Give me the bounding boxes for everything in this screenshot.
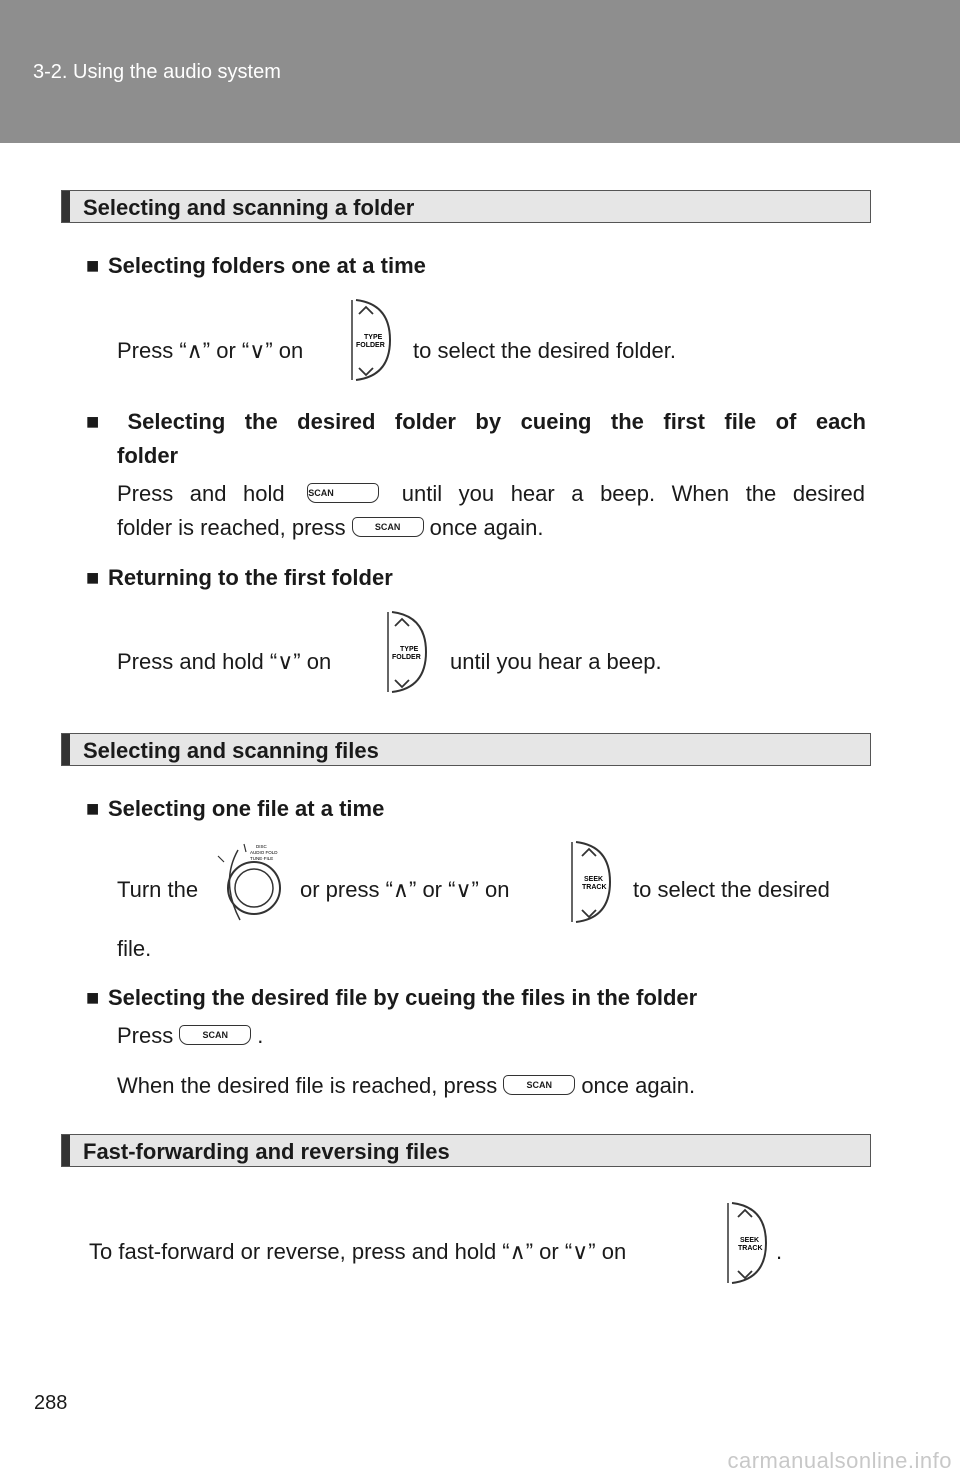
subheading-one-file — [86, 796, 384, 822]
tune-file-knob-icon — [216, 842, 288, 926]
instruction-text: . — [257, 1023, 264, 1048]
scan-button-icon: SCAN — [352, 517, 424, 537]
instruction-text: Press “∧” or “∨” on — [117, 338, 304, 363]
section-title: Selecting and scanning files — [83, 738, 379, 763]
rocker-label: FOLDER — [356, 342, 385, 349]
knob-label: AUDIO FOLD — [250, 850, 278, 855]
subheading-cueing-folder — [86, 409, 866, 435]
subheading-text: Selecting folders one at a time — [108, 253, 426, 278]
instruction-text: until you hear a beep. — [450, 649, 662, 674]
subheading-text: Returning to the first folder — [108, 565, 393, 590]
subheading-text: Selecting one file at a time — [108, 796, 385, 821]
section-bar — [62, 1135, 70, 1166]
breadcrumb: 3-2. Using the audio system — [33, 61, 281, 83]
instruction-line — [117, 1023, 263, 1049]
bullet-square-icon: ■ — [86, 796, 100, 821]
instruction-line — [117, 481, 865, 507]
instruction-text: or press “∧” or “∨” on — [300, 877, 510, 902]
section-title: Fast-forwarding and reversing files — [83, 1139, 450, 1164]
instruction-text: When the desired file is reached, press — [117, 1073, 498, 1098]
section-heading-files — [61, 733, 871, 766]
knob-label: DISC — [256, 844, 267, 849]
section-heading-folder — [61, 190, 871, 223]
instruction-text: file. — [117, 936, 152, 961]
instruction-text: until you hear a beep. When the desired — [401, 481, 865, 506]
instruction-text: to select the desired — [633, 877, 830, 902]
section-heading-ff — [61, 1134, 871, 1167]
subheading-folders-one-at-a-time — [86, 253, 426, 279]
section-bar — [62, 191, 70, 222]
subheading-line — [86, 409, 866, 435]
subheading-cueing-files — [86, 985, 697, 1011]
bullet-square-icon: ■ — [86, 985, 100, 1010]
instruction-text: once again. — [581, 1073, 696, 1098]
instruction-text: Turn the — [117, 877, 199, 902]
instruction-text: to select the desired folder. — [413, 338, 676, 363]
subheading-text: Selecting the desired folder by cueing the first file of each — [127, 409, 866, 434]
rocker-label: TRACK — [738, 1245, 763, 1252]
instruction-line — [117, 1073, 695, 1099]
scan-button-icon: SCAN — [307, 483, 379, 503]
seek-track-button-icon — [562, 840, 614, 924]
page-number: 288 — [34, 1392, 68, 1414]
rocker-label: SEEK — [740, 1237, 760, 1244]
rocker-label: SEEK — [584, 876, 604, 883]
instruction-line — [117, 515, 543, 541]
scan-button-icon: SCAN — [179, 1025, 251, 1045]
watermark: carmanualsonline.info — [727, 1448, 952, 1473]
instruction-text: To fast-forward or reverse, press and hold “∧” or “∨” on — [89, 1239, 627, 1264]
instruction-text: folder is reached, press — [117, 515, 346, 540]
rocker-label: TYPE — [400, 646, 419, 653]
instruction-text: once again. — [429, 515, 544, 540]
instruction-text: Press and hold “∨” on — [117, 649, 332, 674]
subheading-return-first-folder — [86, 565, 393, 591]
rocker-label: FOLDER — [392, 654, 421, 661]
bullet-square-icon: ■ — [86, 253, 100, 278]
rocker-label: TRACK — [582, 884, 607, 891]
seek-track-button-icon — [718, 1201, 770, 1285]
bullet-square-icon: ■ — [86, 565, 100, 590]
instruction-text: Press and hold — [117, 481, 285, 506]
subheading-text: Selecting the desired file by cueing the files in the folder — [108, 985, 698, 1010]
section-title: Selecting and scanning a folder — [83, 195, 415, 220]
subheading-text-cont: folder — [117, 443, 179, 468]
instruction-text: Press — [117, 1023, 174, 1048]
page-header — [0, 0, 960, 143]
rocker-label: TYPE — [364, 334, 383, 341]
knob-label: TUNE·FILE — [250, 856, 274, 861]
scan-button-icon: SCAN — [503, 1075, 575, 1095]
type-folder-button-icon — [378, 610, 430, 694]
section-bar — [62, 734, 70, 765]
instruction-text: . — [776, 1239, 783, 1264]
type-folder-button-icon — [342, 298, 394, 382]
bullet-square-icon: ■ — [86, 409, 100, 434]
